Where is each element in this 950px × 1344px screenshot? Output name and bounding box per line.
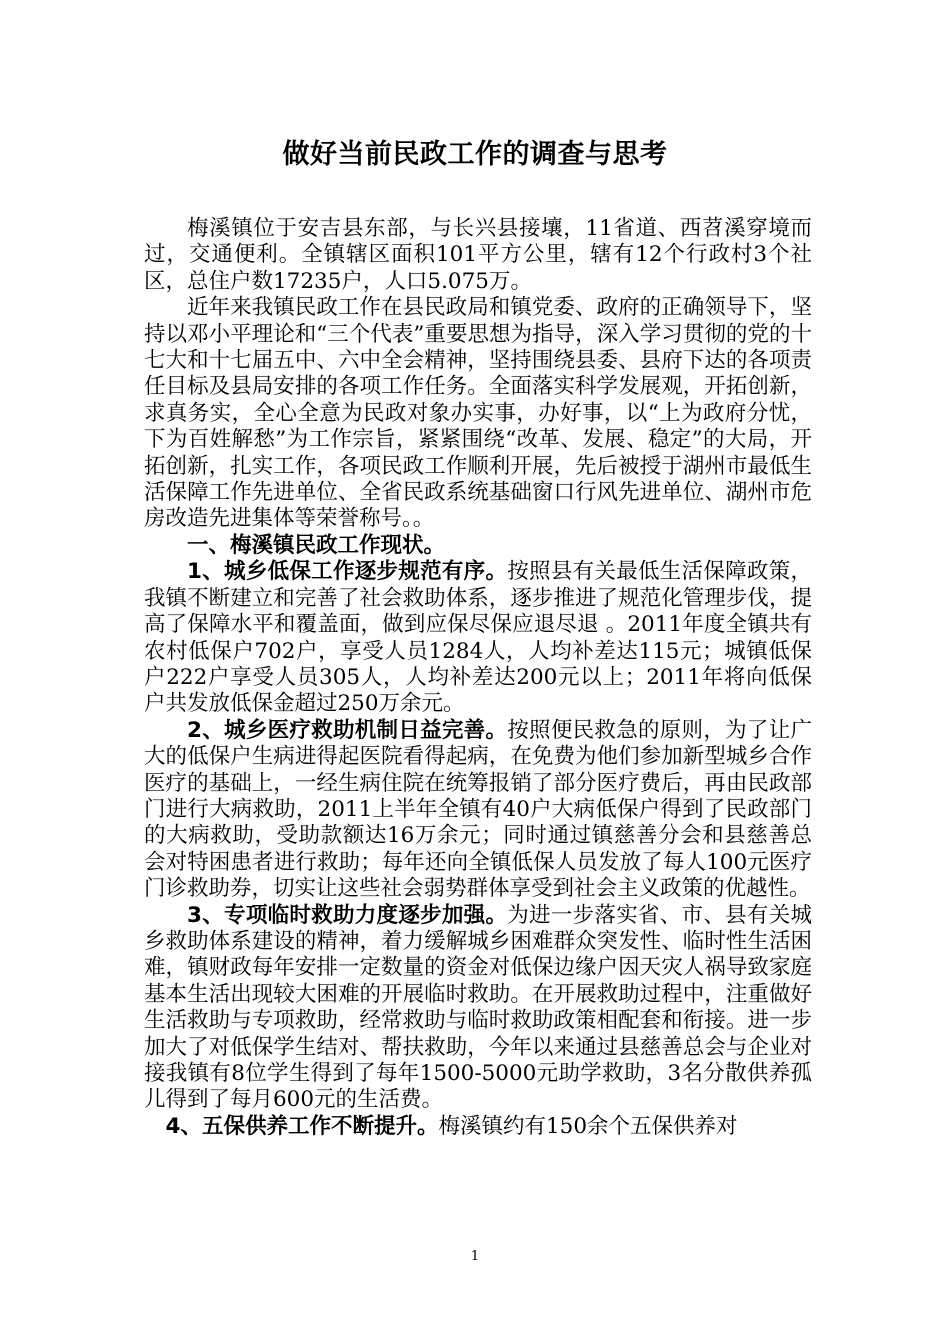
item-1-text: 按照县有关最低生活保障政策，我镇不断建立和完善了社会救助体系，逐步推进了规范化管理步伐，提高了保障水平和覆盖面，做到应保尽保应退尽退 。2011年度全镇共有农村低保户702户，享受人员1284人，人均补差达115元；城镇低保户222户享受人员305人，人均补差达200元以上；2011年将向低保户共发放低保金超过250万余元。 bbox=[144, 559, 812, 717]
item-2-text: 按照便民救急的原则，为了让广大的低保户生病进得起医院看得起病，在免费为他们参加新型城乡合作医疗的基础上，一经生病住院在统筹报销了部分医疗费后，再由民政部门进行大病救助，2011上半年全镇有40户大病低保户得到了民政部门的大病救助，受助款额达16万余元；同时通过镇慈善分会和县慈善总会对特困患者进行救助；每年还向全镇低保人员发放了每人100元医疗门诊救助券，切实让这些社会弱势群体享受到社会主义政策的优越性。 bbox=[144, 717, 812, 902]
paragraph-item-3 bbox=[144, 903, 812, 1114]
paragraph-overview: 近年来我镇民政工作在县民政局和镇党委、政府的正确领导下，坚持以邓小平理论和“三个代表”重要思想为指导，深入学习贯彻的党的十七大和十七届五中、六中全会精神，坚持围绕县委、县府下达的各项责任目标及县局安排的各项工作任务。全面落实科学发展观，开拓创新，求真务实，全心全意为民政对象办实事，办好事，以“上为政府分忧，下为百姓解愁”为工作宗旨，紧紧围绕“改革、发展、稳定”的大局，开拓创新，扎实工作，各项民政工作顺利开展，先后被授于湖州市最低生活保障工作先进单位、全省民政系统基础窗口行风先进单位、湖州市危房改造先进集体等荣誉称号。。 bbox=[144, 295, 812, 532]
section-heading: 一、梅溪镇民政工作现状。 bbox=[187, 532, 446, 558]
item-4-heading: 4、五保供养工作不断提升。 bbox=[165, 1113, 439, 1139]
document-body bbox=[144, 216, 812, 1140]
paragraph-intro: 梅溪镇位于安吉县东部，与长兴县接壤，11省道、西苕溪穿境而过，交通便利。全镇辖区面积101平方公里，辖有12个行政村3个社区，总住户数17235户，人口5.075万。 bbox=[144, 216, 812, 294]
item-1-heading: 1、城乡低保工作逐步规范有序。 bbox=[187, 559, 508, 585]
paragraph-item-1 bbox=[144, 559, 812, 717]
item-3-text: 为进一步落实省、市、县有关城乡救助体系建设的精神，着力缓解城乡困难群众突发性、临时性生活困难，镇财政每年安排一定数量的资金对低保边缘户因天灾人祸导致家庭基本生活出现较大困难的开展临时救助。在开展救助过程中，注重做好生活救助与专项救助，经常救助与临时救助政策相配套和衔接。进一步加大了对低保学生结对、帮扶救助，今年以来通过县慈善总会与企业对接我镇有8位学生得到了每年1500-5000元助学救助，3名分散供养孤儿得到了每月600元的生活费。 bbox=[144, 902, 812, 1113]
paragraph-item-2 bbox=[144, 718, 812, 903]
document-title: 做好当前民政工作的调查与思考 bbox=[282, 139, 668, 170]
item-4-text: 梅溪镇约有150余个五保供养对 bbox=[438, 1113, 738, 1139]
paragraph-item-4 bbox=[144, 1114, 812, 1140]
item-3-heading: 3、专项临时救助力度逐步加强。 bbox=[187, 902, 508, 928]
item-2-heading: 2、城乡医疗救助机制日益完善。 bbox=[187, 717, 508, 743]
page-number: 1 bbox=[470, 1249, 480, 1264]
